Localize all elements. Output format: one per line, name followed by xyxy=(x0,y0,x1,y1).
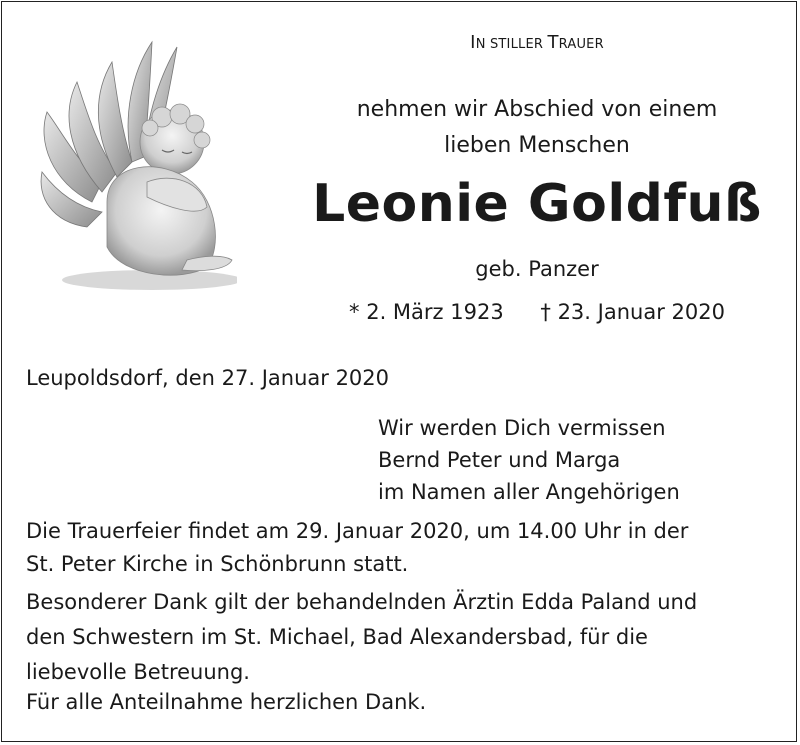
closing-line: Für alle Anteilnahme herzlichen Dank. xyxy=(26,690,427,714)
thanks-line-3: liebevolle Betreuung. xyxy=(26,660,250,684)
header-in-stiller-trauer xyxy=(302,32,772,53)
signers-block xyxy=(378,412,680,508)
birth-date: * 2. März 1923 xyxy=(349,300,504,324)
death-date: † 23. Januar 2020 xyxy=(540,300,725,324)
signers-line-3: im Namen aller Angehörigen xyxy=(378,480,680,504)
funeral-info xyxy=(26,515,776,581)
intro-text xyxy=(302,92,772,164)
maiden-name: geb. Panzer xyxy=(475,257,599,281)
small-cap-initial: I xyxy=(470,32,476,53)
obituary-notice xyxy=(1,1,797,742)
thanks-paragraph xyxy=(26,585,776,690)
thanks-line-2: den Schwestern im St. Michael, Bad Alexandersbad, für die xyxy=(26,625,648,649)
sleeping-angel-icon xyxy=(32,32,237,297)
thanks-line-1: Besonderer Dank gilt der behandelnden Ärztin Edda Paland und xyxy=(26,590,698,614)
intro-line-1: nehmen wir Abschied von einem xyxy=(356,97,718,122)
deceased-name: Leonie Goldfuß xyxy=(312,174,762,234)
signers-line-1: Wir werden Dich vermissen xyxy=(378,416,666,440)
small-cap-rest: N STILLER xyxy=(475,37,548,52)
small-cap-rest: RAUER xyxy=(558,37,604,52)
intro-line-2: lieben Menschen xyxy=(444,133,630,158)
place-and-date: Leupoldsdorf, den 27. Januar 2020 xyxy=(26,366,390,390)
funeral-line-2: St. Peter Kirche in Schönbrunn statt. xyxy=(26,552,409,576)
life-dates xyxy=(302,300,772,324)
funeral-line-1: Die Trauerfeier findet am 29. Januar 2020, um 14.00 Uhr in der xyxy=(26,519,689,543)
small-cap-initial: T xyxy=(547,32,559,53)
signers-line-2: Bernd Peter und Marga xyxy=(378,448,621,472)
